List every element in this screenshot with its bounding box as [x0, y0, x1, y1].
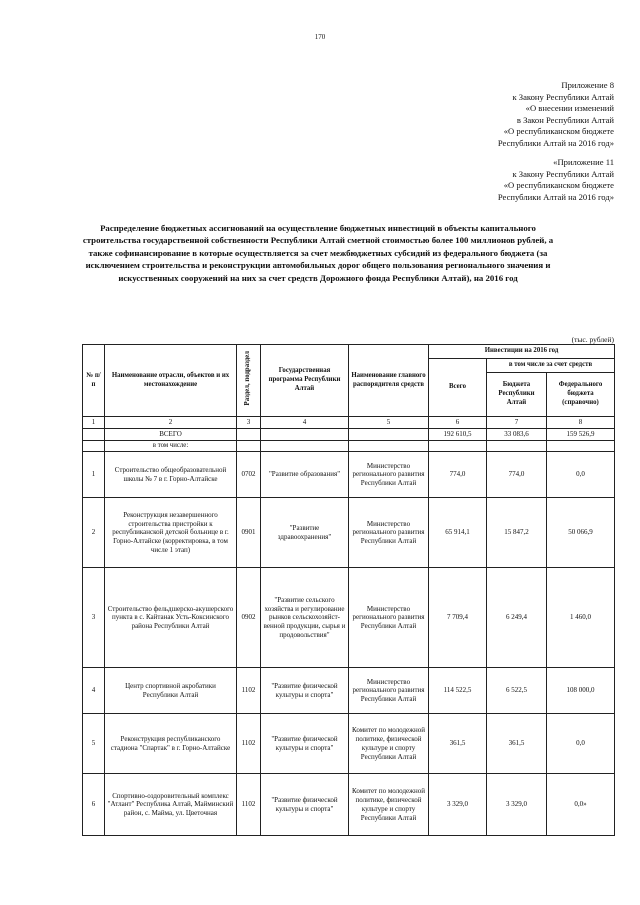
table-row [83, 498, 615, 568]
row-budget-ra: 6 249,4 [487, 568, 547, 668]
row-program: "Развитие физической культуры и спорта" [261, 714, 349, 774]
annex-line: «О внесении изменений [525, 103, 614, 114]
header-section [237, 345, 261, 417]
row-federal: 108 000,0 [547, 668, 615, 714]
column-number: 1 [83, 417, 105, 429]
row-section: 0901 [237, 498, 261, 568]
column-number: 2 [105, 417, 237, 429]
row-num: 1 [83, 452, 105, 498]
row-section: 1102 [237, 668, 261, 714]
header-budget-ra: Бюджета Республики Алтай [487, 373, 547, 417]
header-program: Государственная программа Республики Алтай [261, 345, 349, 417]
column-number: 5 [349, 417, 429, 429]
row-program: "Развитие здравоохранения" [261, 498, 349, 568]
table-row [83, 568, 615, 668]
subtotal-label: в том числе: [105, 440, 237, 452]
header-section-label: Раздел, подраздел [244, 351, 252, 406]
total-budget-ra: 33 083,6 [487, 428, 547, 440]
row-manager: Министерство регионального развития Республики Алтай [349, 498, 429, 568]
row-num: 6 [83, 774, 105, 836]
annex-11-reference [498, 157, 614, 203]
subtotal-label-row [83, 440, 615, 452]
row-manager: Министерство регионального развития Республики Алтай [349, 568, 429, 668]
table-row [83, 714, 615, 774]
row-federal: 50 066,9 [547, 498, 615, 568]
row-manager: Министерство регионального развития Республики Алтай [349, 668, 429, 714]
row-total: 3 329,0 [429, 774, 487, 836]
header-including: в том числе за счет средств [487, 359, 615, 373]
row-section: 0702 [237, 452, 261, 498]
row-federal: 0,0 [547, 714, 615, 774]
annex-8-reference [498, 80, 614, 150]
row-num: 4 [83, 668, 105, 714]
row-manager: Комитет по молодежной политике, физической культуре и спорту Республики Алтай [349, 774, 429, 836]
row-total: 65 914,1 [429, 498, 487, 568]
investment-table [82, 344, 615, 836]
header-federal: Федерального бюджета (справочно) [547, 373, 615, 417]
row-manager: Министерство регионального развития Республики Алтай [349, 452, 429, 498]
row-object-name: Строительство общеобразовательной школы № 7 в г. Горно-Алтайске [105, 452, 237, 498]
table-row [83, 774, 615, 836]
row-object-name: Строительство фельдшерско-акушерского пункта в с. Кайтанак Усть-Коксинского района Республики Алтай [105, 568, 237, 668]
annex-line: Республики Алтай на 2016 год» [497, 191, 614, 202]
row-program: "Развитие сельского хозяйства и регулирование рынков сельскохозяйст-венной продукции, сырья и продовольствия" [261, 568, 349, 668]
table-row [83, 452, 615, 498]
header-investments: Инвестиции на 2016 год [429, 345, 615, 359]
row-federal: 1 460,0 [547, 568, 615, 668]
document-title: Распределение бюджетных ассигнований на осуществление бюджетных инвестиций в объекты капитального строительства государственной собственности Республики Алтай сметной стоимостью более 100 миллионов рублей, а также софинансирование в которые осуществляется за счет межбюджетных субсидий из федерального бюджета (за исключением строительства и реконструкции автомобильных дорог общего пользования регионального значения и искусственных сооружений на них за счет средств Дорожного фонда Республики Алтай), на 2016 год [82, 223, 554, 283]
row-federal: 0,0» [547, 774, 615, 836]
column-number: 3 [237, 417, 261, 429]
row-budget-ra: 361,5 [487, 714, 547, 774]
header-num: № п/п [83, 345, 105, 417]
units-label: (тыс. рублей) [571, 335, 614, 344]
header-manager: Наименование главного распорядителя средств [349, 345, 429, 417]
total-num-cell [83, 428, 105, 440]
header-name: Наименование отрасли, объектов и их местонахождение [105, 345, 237, 417]
annex-line: Приложение 8 [561, 80, 614, 90]
row-object-name: Центр спортивной акробатики Республики Алтай [105, 668, 237, 714]
row-object-name: Реконструкция незавершенного строительства пристройки к республиканской детской больнице в г. Горно-Алтайске (корректировка, в том числе 1 этап) [105, 498, 237, 568]
row-num: 2 [83, 498, 105, 568]
total-row [83, 428, 615, 440]
column-number: 7 [487, 417, 547, 429]
row-object-name: Спортивно-оздоровительный комплекс "Атлант" Республика Алтай, Майминский район, с. Майма, ул. Цветочная [105, 774, 237, 836]
row-total: 114 522,5 [429, 668, 487, 714]
column-number: 8 [547, 417, 615, 429]
annex-line: Республики Алтай на 2016 год» [497, 137, 614, 148]
column-number: 6 [429, 417, 487, 429]
row-budget-ra: 15 847,2 [487, 498, 547, 568]
row-object-name: Реконструкция республиканского стадиона "Спартак" в г. Горно-Алтайске [105, 714, 237, 774]
annex-line: «О республиканском бюджете [503, 126, 614, 137]
total-label: ВСЕГО [105, 428, 237, 440]
annex-line: к Закону Республики Алтай [512, 168, 614, 179]
row-total: 361,5 [429, 714, 487, 774]
column-number: 4 [261, 417, 349, 429]
row-program: "Развитие образования" [261, 452, 349, 498]
row-budget-ra: 774,0 [487, 452, 547, 498]
annex-line: к Закону Республики Алтай [512, 91, 614, 102]
header-total: Всего [429, 359, 487, 417]
annex-line: в Закон Республики Алтай [516, 114, 614, 125]
row-total: 7 709,4 [429, 568, 487, 668]
total-amount: 192 610,5 [429, 428, 487, 440]
row-num: 5 [83, 714, 105, 774]
page-number: 170 [314, 33, 326, 41]
annex-line: «Приложение 11 [553, 157, 614, 167]
row-num: 3 [83, 568, 105, 668]
row-budget-ra: 3 329,0 [487, 774, 547, 836]
row-federal: 0,0 [547, 452, 615, 498]
row-section: 0902 [237, 568, 261, 668]
row-manager: Комитет по молодежной политике, физической культуре и спорту Республики Алтай [349, 714, 429, 774]
column-numbers-row [83, 417, 615, 429]
annex-line: «О республиканском бюджете [503, 180, 614, 191]
row-program: "Развитие физической культуры и спорта" [261, 774, 349, 836]
total-federal: 159 526,9 [547, 428, 615, 440]
row-section: 1102 [237, 714, 261, 774]
row-section: 1102 [237, 774, 261, 836]
row-total: 774,0 [429, 452, 487, 498]
row-budget-ra: 6 522,5 [487, 668, 547, 714]
table-row [83, 668, 615, 714]
row-program: "Развитие физической культуры и спорта" [261, 668, 349, 714]
